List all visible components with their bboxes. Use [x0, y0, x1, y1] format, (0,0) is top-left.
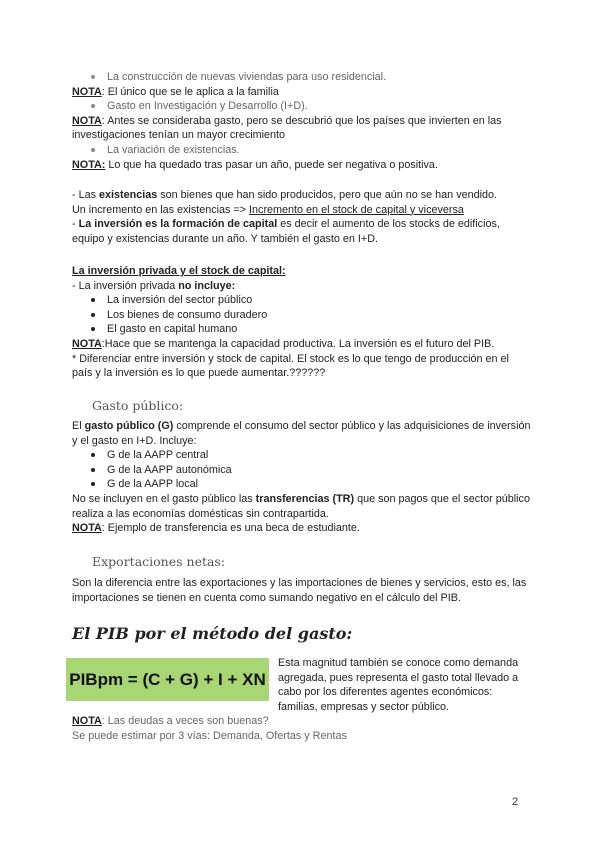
- public-spending-section: El gasto público (G) comprende el consumo del sector público y las adquisiciones de inversión y el gasto en I+D. Incluye: G de la AAPP central G de la AAPP autonómica G de la AAPP local No se incluyen en el gasto público las transferencias (TR) que son pagos que el sector público realiza a las economías domésticas sin contrapartida. NOTA: Ejemplo de transferencia es una beca de estudiante.: [72, 420, 531, 535]
- list-item: La variación de existencias.: [72, 143, 532, 158]
- note-line: NOTA: Ejemplo de transferencia es una beca de estudiante.: [72, 522, 360, 535]
- formula-explanation: Esta magnitud también se conoce como demanda agregada, pues representa el gasto total llevado a cabo por los diferentes agentes económicos: familias, empresas y sector público.: [278, 657, 519, 713]
- note-line: NOTA: Las deudas a veces son buenas?: [72, 715, 269, 727]
- existencias-paragraph: - Las existencias son bienes que han sido producidos, pero que aún no se han vendido. Un incremento en las existencias => Incremento en el stock de capital y viceversa - La inversión es la formación de capital es decir el aumento de los stocks de edificios, equipo y existencias durante un año. Y también el gasto en I+D.: [72, 189, 500, 245]
- list-item: Gasto en Investigación y Desarrollo (I+D).: [72, 99, 532, 114]
- net-exports-paragraph: Son la diferencia entre las exportaciones y las importaciones de bienes y servicios, esto es, las importaciones se tienen en cuenta como sumando negativo en el cálculo del PIB.: [72, 577, 527, 604]
- subheading-exportaciones: Exportaciones netas:: [92, 554, 226, 569]
- list-item: Los bienes de consumo duradero: [72, 308, 532, 323]
- note-line: NOTA: Antes se consideraba gasto, pero se descubrió que los países que invierten en las investigaciones tenían un mayor crecimiento: [72, 114, 502, 142]
- note-line: NOTA: El único que se le aplica a la familia: [72, 85, 279, 98]
- subheading-gasto-publico: Gasto público:: [92, 398, 184, 413]
- list-item: G de la AAPP local: [72, 477, 532, 492]
- pib-notes: [72, 714, 532, 743]
- note-line: * Diferenciar entre inversión y stock de capital. El stock es lo que tengo de producción en el país y la inversión es lo que puede aumentar.??????: [72, 352, 509, 380]
- page-number: 2: [512, 796, 519, 808]
- list-item: G de la AAPP central: [72, 448, 532, 463]
- list-item: El gasto en capital humano: [72, 322, 532, 337]
- list-item: La inversión del sector público: [72, 293, 532, 308]
- note-line: NOTA:Hace que se mantenga la capacidad productiva. La inversión es el futuro del PIB.: [72, 337, 495, 350]
- investment-list-continuation: [72, 70, 532, 172]
- private-investment-section: La inversión privada y el stock de capital: - La inversión privada no incluye: La inversión del sector público Los bienes de consumo duradero El gasto en capital humano NOTA:Hace que se mantenga la capacidad productiva. La inversión es el futuro del PIB. * Diferenciar entre inversión y stock de capital. El stock es lo que tengo de producción en el país y la inversión es lo que puede aumentar.??????: [72, 264, 532, 381]
- formula-box: PIBpm = (C + G) + I + XN: [66, 658, 269, 701]
- section-heading-pib: El PIB por el método del gasto:: [72, 624, 353, 643]
- note-line: NOTA: Lo que ha quedado tras pasar un año, puede ser negativa o positiva.: [72, 158, 438, 171]
- list-item: La construcción de nuevas viviendas para uso residencial.: [72, 70, 532, 85]
- estimate-line: Se puede estimar por 3 vías: Demanda, Ofertas y Rentas: [72, 729, 347, 742]
- section-heading: La inversión privada y el stock de capital:: [72, 265, 286, 277]
- list-item: G de la AAPP autonómica: [72, 463, 532, 478]
